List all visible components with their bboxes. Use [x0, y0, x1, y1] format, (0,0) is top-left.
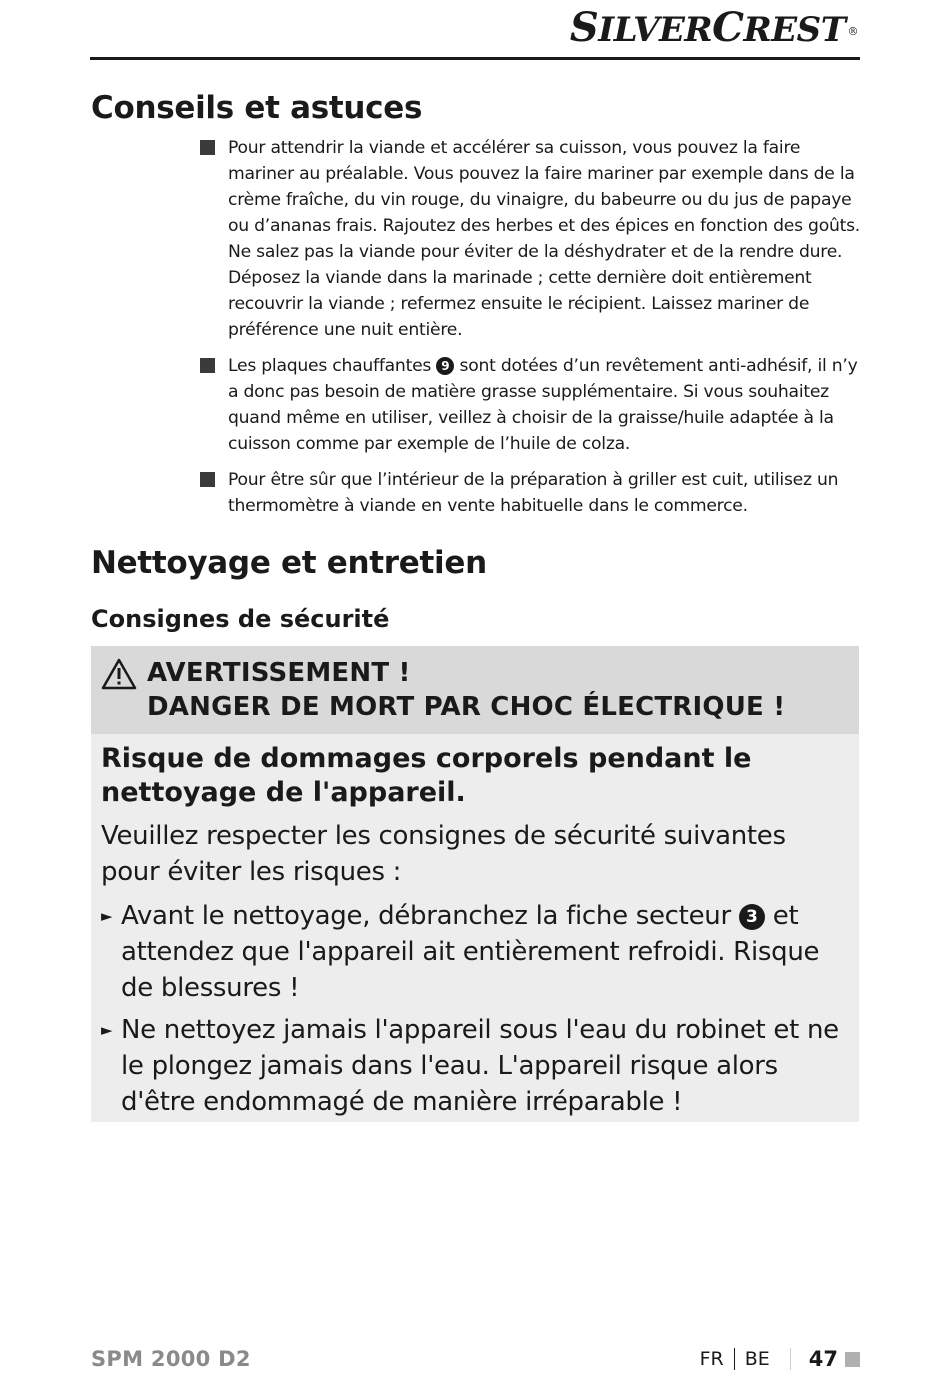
square-bullet-icon — [200, 472, 215, 487]
divider — [734, 1348, 735, 1370]
arrow-bullet-icon: ► — [101, 1021, 113, 1039]
warning-list — [101, 898, 841, 1126]
tip-text: Pour être sûr que l’intérieur de la préparation à griller est cuit, utilisez un thermomètre à viande en vente habituelle dans le commerce. — [228, 470, 839, 516]
footer-model: SPM 2000 D2 — [91, 1347, 251, 1371]
square-bullet-icon — [200, 358, 215, 373]
brand-letter: C — [712, 4, 744, 51]
footer-lang-fr: FR — [699, 1348, 724, 1370]
page-marker-icon — [845, 1352, 860, 1367]
warning-text-after: et attendez que l'appareil ait entièrement refroidi. Risque de blessures ! — [121, 901, 820, 1003]
part-number-badge: 9 — [436, 357, 454, 375]
warning-danger: DANGER DE MORT PAR CHOC ÉLECTRIQUE ! — [147, 692, 786, 722]
footer-lang-be: BE — [744, 1348, 770, 1370]
header-rule — [90, 57, 860, 60]
list-item — [101, 898, 841, 1006]
warning-text-before: Avant le nettoyage, débranchez la fiche secteur — [121, 901, 731, 931]
tips-list — [200, 135, 862, 529]
page-number: 47 — [808, 1347, 838, 1371]
risk-statement: Risque de dommages corporels pendant le nettoyage de l'appareil. — [101, 743, 752, 808]
list-item — [200, 467, 862, 519]
tip-text: Pour attendrir la viande et accélérer sa cuisson, vous pouvez la faire mariner au préalable. Vous pouvez la faire mariner par exemple dans de la crème fraîche, du vin rouge, du vinaigre, du babeurre ou du jus de papaye ou d’ananas frais. Rajoutez des herbes et des épices en fonction des goûts. Ne salez pas la viande pour éviter de la déshydrater et de la rendre dure. Déposez la viande dans la marinade ; cette dernière doit entièrement recouvrir la viande ; refermez ensuite le récipient. Laissez mariner de préférence une nuit entière. — [228, 138, 861, 340]
tip-text-after: sont dotées d’un revêtement anti-adhésif, il n’y a donc pas besoin de matière grasse supplémentaire. Si vous souhaitez quand même en utiliser, veillez à choisir de la graisse/huile adaptée à la cuisson comme par exemple de l’huile de colza. — [228, 356, 858, 454]
brand-letters: REST — [743, 10, 846, 50]
warning-text: Ne nettoyez jamais l'appareil sous l'eau du robinet et ne le plongez jamais dans l'eau. L'appareil risque alors d'être endommagé de manière irréparable ! — [121, 1015, 839, 1117]
list-item — [200, 353, 862, 457]
footer-page-info — [700, 1347, 860, 1371]
brand-logo — [569, 4, 858, 51]
warning-triangle-icon — [101, 658, 137, 690]
part-number-badge: 3 — [739, 904, 765, 930]
list-item — [200, 135, 862, 343]
section-title-cleaning: Nettoyage et entretien — [91, 545, 487, 581]
warning-title: AVERTISSEMENT ! — [147, 658, 411, 688]
divider — [790, 1348, 791, 1370]
arrow-bullet-icon: ► — [101, 907, 113, 925]
section-title-tips: Conseils et astuces — [91, 90, 423, 126]
square-bullet-icon — [200, 140, 215, 155]
list-item — [101, 1012, 841, 1120]
subsection-title-safety: Consignes de sécurité — [91, 605, 390, 633]
warning-box — [91, 646, 859, 1122]
registered-mark: ® — [847, 25, 858, 38]
tip-text-before: Les plaques chauffantes — [228, 356, 432, 376]
warning-header — [91, 646, 859, 734]
warning-intro: Veuillez respecter les consignes de sécurité suivantes pour éviter les risques : — [101, 821, 786, 887]
brand-letters: ILVER — [598, 10, 713, 50]
brand-letter: S — [569, 4, 599, 51]
